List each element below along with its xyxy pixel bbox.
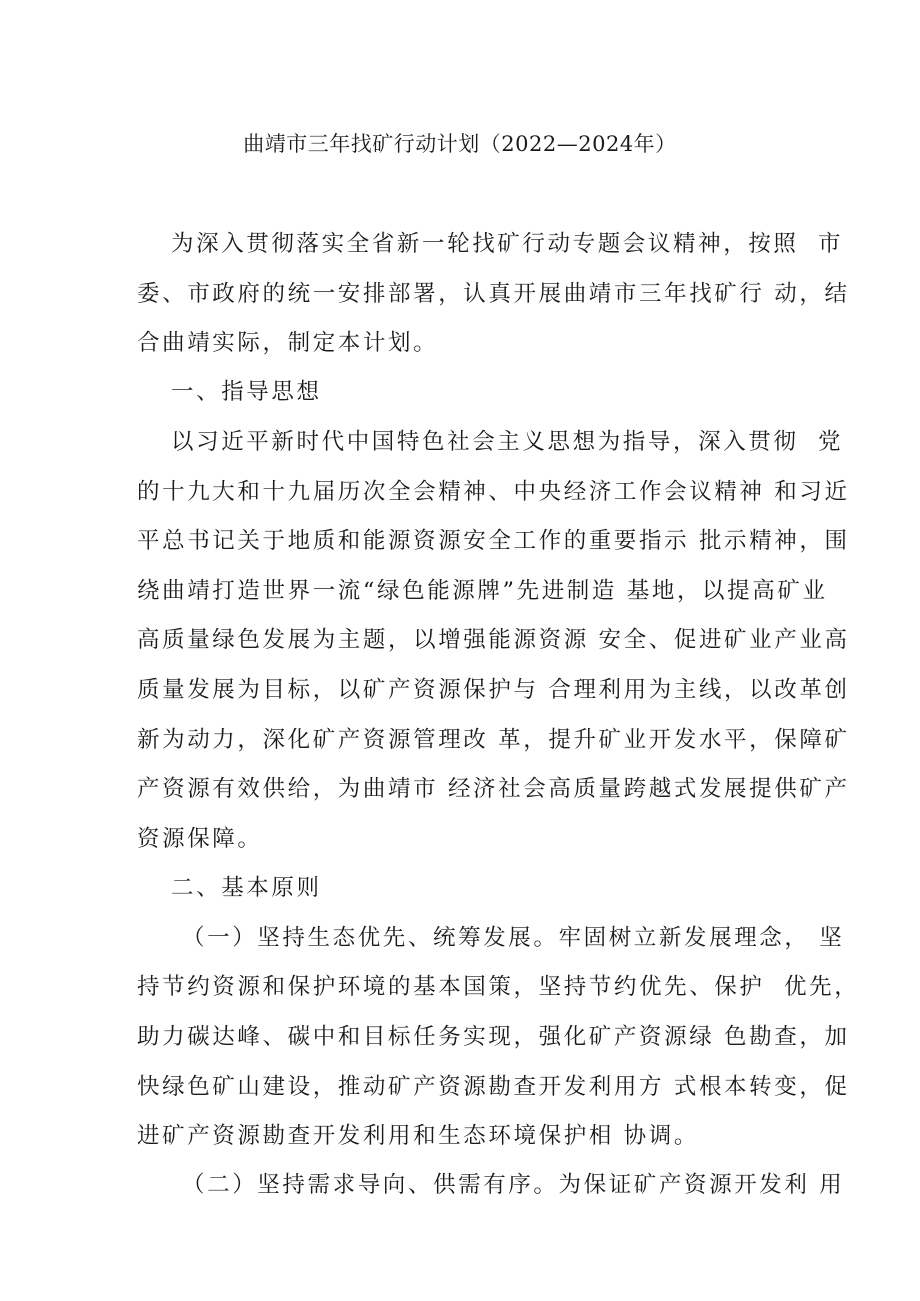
paragraph-line: 以习近平新时代中国特色社会主义思想为指导，深入贯彻 党 [171, 429, 844, 455]
paragraph-line: 进矿产资源勘查开发利用和生态环境保护相 协调。 [137, 1123, 699, 1149]
paragraph-line: 合曲靖实际，制定本计划。 [137, 330, 439, 356]
paragraph-line: 持节约资源和保护环境的基本国策，坚持节约优先、保护 优先， [137, 974, 860, 1000]
section-heading: 一、指导思想 [171, 379, 322, 405]
paragraph-line: （一）坚持生态优先、统筹发展。牢固树立新发展理念， 坚 [182, 925, 845, 951]
section-heading: 二、基本原则 [171, 875, 322, 901]
paragraph-line: （二）坚持需求导向、供需有序。为保证矿产资源开发利 用 [182, 1172, 845, 1198]
paragraph-line: 快绿色矿山建设，推动矿产资源勘查开发利用方 式根本转变，促 [137, 1074, 850, 1100]
paragraph-line: 助力碳达峰、碳中和目标任务实现，强化矿产资源绿 色勘查，加 [137, 1024, 850, 1050]
paragraph-line: 资源保障。 [137, 826, 263, 852]
paragraph-line: 产资源有效供给，为曲靖市 经济社会高质量跨越式发展提供矿产 [137, 776, 850, 802]
paragraph-line: 为深入贯彻落实全省新一轮找矿行动专题会议精神，按照 市 [171, 231, 844, 257]
paragraph-line: 高质量绿色发展为主题，以增强能源资源 安全、促进矿业产业高 [137, 627, 850, 653]
paragraph-line: 新为动力，深化矿产资源管理改 革，提升矿业开发水平，保障矿 [137, 727, 850, 753]
document-title: 曲靖市三年找矿行动计划（2022—2024年） [243, 132, 677, 156]
paragraph-line: 的十九大和十九届历次全会精神、中央经济工作会议精神 和习近 [137, 479, 850, 505]
paragraph-line: 平总书记关于地质和能源资源安全工作的重要指示 批示精神，围 [137, 528, 850, 554]
paragraph-line: 质量发展为目标，以矿产资源保护与 合理利用为主线，以改革创 [137, 677, 850, 703]
paragraph-line: 绕曲靖打造世界一流“绿色能源牌”先进制造 基地，以提高矿业 [137, 578, 828, 604]
paragraph-line: 委、市政府的统一安排部署，认真开展曲靖市三年找矿行 动，结 [137, 281, 850, 307]
